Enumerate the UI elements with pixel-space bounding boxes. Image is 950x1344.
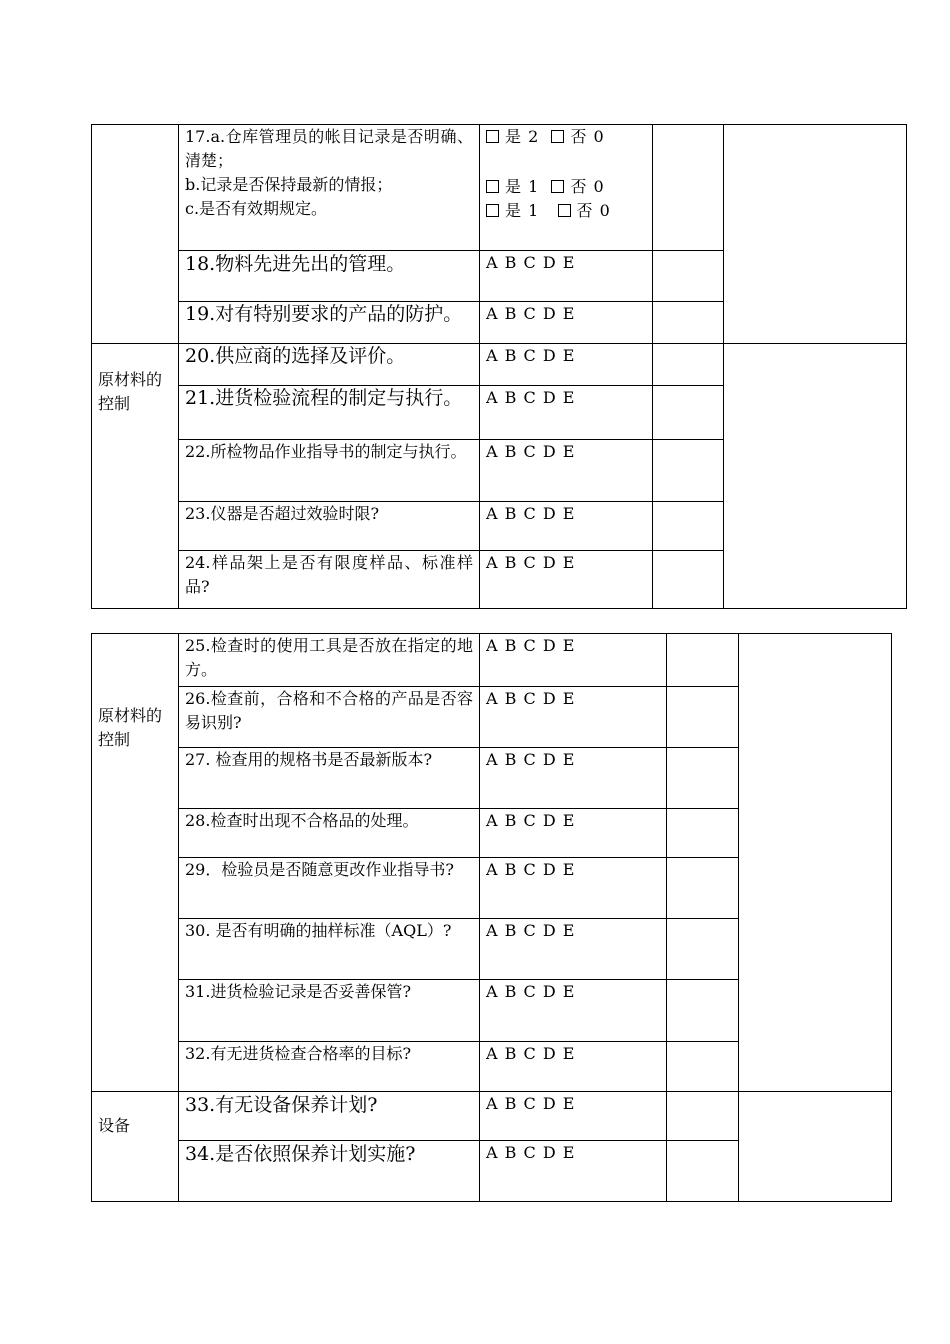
category-cell: 原材料的控制	[92, 344, 179, 609]
score-cell[interactable]	[653, 302, 724, 344]
yes-no-options-17	[480, 125, 653, 251]
question-cell: 28.检查时出现不合格品的处理。	[179, 809, 480, 858]
score-cell[interactable]	[667, 809, 739, 858]
question-cell: 18.物料先进先出的管理。	[179, 251, 480, 302]
grade-options[interactable]: A B C D E	[480, 344, 653, 386]
question-text: 21.进货检验流程的制定与执行。	[185, 387, 463, 409]
question-cell-17	[179, 125, 480, 251]
grade-options[interactable]: A B C D E	[480, 858, 667, 919]
checkbox-no[interactable]	[558, 204, 571, 217]
question-cell: 27. 检查用的规格书是否最新版本?	[179, 748, 480, 809]
no-label: 否 0	[570, 127, 605, 146]
yes-label: 是 1	[505, 177, 540, 196]
question-cell: 30. 是否有明确的抽样标准（AQL）?	[179, 919, 480, 980]
score-cell[interactable]	[667, 634, 739, 687]
score-cell[interactable]	[667, 919, 739, 980]
question-cell: 25.检查时的使用工具是否放在指定的地方。	[179, 634, 480, 687]
question-cell: 22.所检物品作业指导书的制定与执行。	[179, 440, 480, 502]
question-17b: b.记录是否保持最新的情报；	[185, 175, 393, 194]
grade-options[interactable]: A B C D E	[480, 1092, 667, 1141]
yes-label: 是 2	[505, 127, 540, 146]
score-cell[interactable]	[667, 687, 739, 748]
question-cell: 24.样品架上是否有限度样品、标准样品?	[179, 551, 480, 609]
question-17c: c.是否有效期规定。	[185, 199, 328, 218]
score-cell[interactable]	[653, 502, 724, 551]
remarks-cell[interactable]	[739, 1092, 892, 1202]
question-cell: 31.进货检验记录是否妥善保管?	[179, 980, 480, 1042]
question-cell: 34.是否依照保养计划实施?	[179, 1141, 480, 1202]
category-cell	[92, 125, 179, 344]
audit-table-1	[91, 124, 907, 609]
score-cell[interactable]	[667, 980, 739, 1042]
remarks-cell[interactable]	[739, 634, 892, 1092]
checkbox-no[interactable]	[551, 180, 564, 193]
checkbox-no[interactable]	[551, 130, 564, 143]
score-cell[interactable]	[653, 125, 724, 251]
score-cell[interactable]	[667, 858, 739, 919]
score-cell[interactable]	[653, 551, 724, 609]
score-cell[interactable]	[653, 440, 724, 502]
remarks-cell[interactable]	[724, 344, 907, 609]
question-text: 19.对有特别要求的产品的防护。	[185, 303, 463, 325]
question-cell	[179, 302, 480, 344]
no-label: 否 0	[576, 201, 611, 220]
category-cell: 原材料的控制	[92, 634, 179, 1092]
grade-options[interactable]: A B C D E	[480, 386, 653, 440]
question-cell: 33.有无设备保养计划?	[179, 1092, 480, 1141]
checkbox-yes[interactable]	[486, 180, 499, 193]
table-row	[92, 344, 907, 386]
grade-options[interactable]: A B C D E	[480, 251, 653, 302]
grade-options[interactable]: A B C D E	[480, 634, 667, 687]
yes-no-row-b	[486, 175, 646, 199]
question-cell: 26.检查前，合格和不合格的产品是否容易识别?	[179, 687, 480, 748]
checkbox-yes[interactable]	[486, 130, 499, 143]
grade-options[interactable]: A B C D E	[480, 1141, 667, 1202]
question-cell: 23.仪器是否超过效验时限?	[179, 502, 480, 551]
remarks-cell[interactable]	[724, 125, 907, 344]
score-cell[interactable]	[653, 344, 724, 386]
table-row	[92, 125, 907, 251]
question-cell: 32.有无进货检查合格率的目标?	[179, 1042, 480, 1092]
grade-options[interactable]: A B C D E	[480, 809, 667, 858]
grade-options[interactable]: A B C D E	[480, 919, 667, 980]
grade-options[interactable]: A B C D E	[480, 748, 667, 809]
grade-options[interactable]: A B C D E	[480, 302, 653, 344]
table-row	[92, 1092, 892, 1141]
question-cell	[179, 344, 480, 386]
score-cell[interactable]	[653, 386, 724, 440]
grade-options[interactable]: A B C D E	[480, 502, 653, 551]
question-17a: 17.a.仓库管理员的帐目记录是否明确、清楚；	[185, 127, 473, 170]
grade-options[interactable]: A B C D E	[480, 440, 653, 502]
yes-no-row-c	[486, 199, 646, 223]
score-cell[interactable]	[667, 748, 739, 809]
grade-options[interactable]: A B C D E	[480, 1042, 667, 1092]
yes-no-row-a	[486, 125, 646, 149]
grade-options[interactable]: A B C D E	[480, 551, 653, 609]
table-row	[92, 634, 892, 687]
score-cell[interactable]	[667, 1141, 739, 1202]
grade-options[interactable]: A B C D E	[480, 980, 667, 1042]
question-cell	[179, 386, 480, 440]
category-cell: 设备	[92, 1092, 179, 1202]
grade-options[interactable]: A B C D E	[480, 687, 667, 748]
score-cell[interactable]	[667, 1042, 739, 1092]
question-cell: 29．检验员是否随意更改作业指导书?	[179, 858, 480, 919]
audit-table-2	[91, 633, 892, 1202]
yes-label: 是 1	[505, 201, 540, 220]
question-text: 20.供应商的选择及评价。	[185, 345, 406, 367]
no-label: 否 0	[570, 177, 605, 196]
checkbox-yes[interactable]	[486, 204, 499, 217]
score-cell[interactable]	[667, 1092, 739, 1141]
score-cell[interactable]	[653, 251, 724, 302]
